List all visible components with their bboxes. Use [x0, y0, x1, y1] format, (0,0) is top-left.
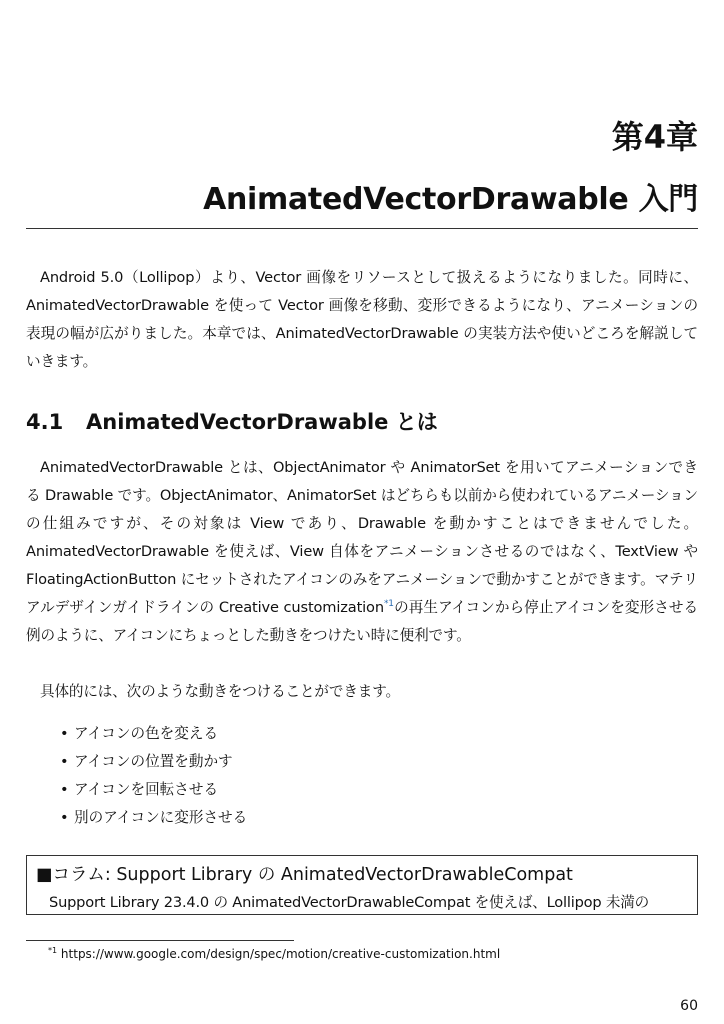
footnote-url[interactable]: https://www.google.com/design/spec/motion/creative-customization.html [60, 947, 501, 961]
footnote-ref-link[interactable]: *1 [383, 599, 394, 609]
footnote-mark: *1 [48, 946, 58, 955]
column-box [26, 855, 698, 915]
body-text-after-ref: の再生アイコンから停止アイコンを変形させる例のように、アイコンにちょっとした動きをつけたい時に便利です。 [26, 599, 698, 644]
list-item: • アイコンの色を変える [60, 720, 247, 748]
bullet-icon: • [60, 809, 69, 826]
chapter-title: AnimatedVectorDrawable 入門 [203, 182, 698, 217]
footnote-divider [26, 940, 294, 941]
section-heading [26, 406, 438, 436]
list-item: • 別のアイコンに変形させる [60, 804, 247, 832]
page-number: 60 [680, 998, 698, 1014]
column-text: Support Library 23.4.0 の AnimatedVectorDrawableCompat を使えば、Lollipop 未満の [49, 894, 650, 911]
list-item: • アイコンの位置を動かす [60, 748, 247, 776]
bullet-icon: • [60, 781, 69, 798]
feature-list [60, 720, 247, 832]
intro-paragraph: Android 5.0（Lollipop）より、Vector 画像をリソースとして扱えるようになりました。同時に、AnimatedVectorDrawable を使って Vector 画像を移動、変形できるようになり、アニメーションの表現の幅が広がりました。本章では、AnimatedVectorDrawable の実装方法や使いどころを解説していきます。 [26, 269, 698, 370]
body-paragraph-2: 具体的には、次のような動きをつけることができます。 [40, 683, 400, 700]
bullet-icon: • [60, 753, 69, 770]
bullet-icon: • [60, 725, 69, 742]
section-number: 4.1 [26, 410, 64, 434]
column-title: ■コラム: Support Library の AnimatedVectorDrawableCompat [36, 865, 573, 885]
list-item: • アイコンを回転させる [60, 776, 247, 804]
body-paragraph-1 [26, 454, 698, 650]
chapter-number: 第4章 [611, 118, 698, 156]
chapter-divider [26, 228, 698, 229]
section-title: AnimatedVectorDrawable とは [86, 410, 438, 434]
footnote [48, 947, 500, 961]
body-text-before-ref: AnimatedVectorDrawable とは、ObjectAnimator や AnimatorSet を用いてアニメーションできる Drawable です。ObjectAnimator、AnimatorSet はどちらも以前から使われているアニメーションの仕組みですが、その対象は View であり、Drawable を動かすことはできませんでした。AnimatedVectorDrawable を使えば、View 自体をアニメーションさせるのではなく、TextView や FloatingActionButton にセットされたアイコンのみをアニメーションで動かすことができます。マテリアルデザインガイドラインの Creative customization [26, 459, 698, 616]
